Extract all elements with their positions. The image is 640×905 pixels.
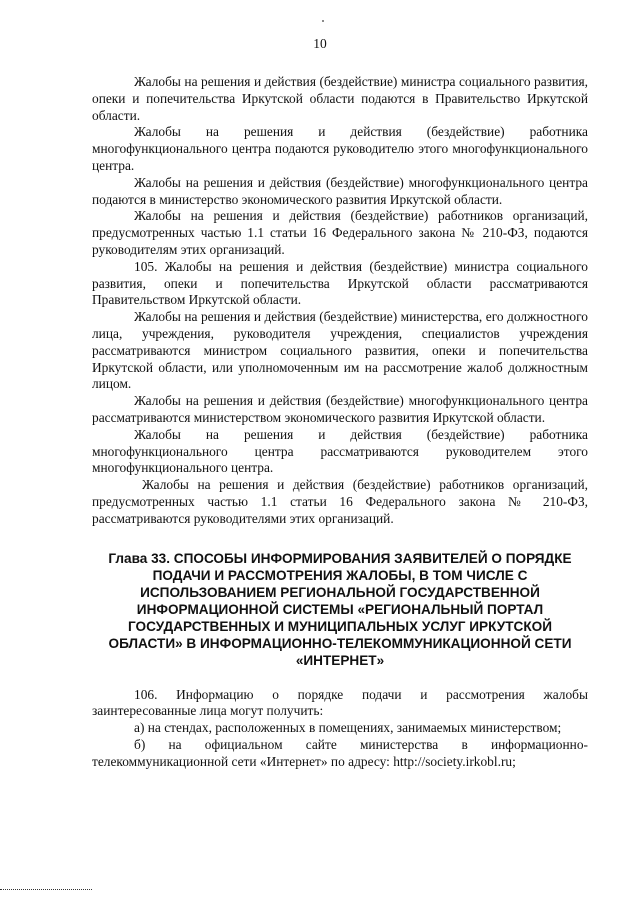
paragraph-105: 105. Жалобы на решения и действия (бездействие) министра социального развития, опеки и попечительства Иркутской области рассматриваются Правительством Иркутской области. <box>92 258 588 308</box>
footer-divider <box>0 889 92 890</box>
page-content <box>92 74 588 771</box>
paragraph: Жалобы на решения и действия (бездействие) работников организаций, предусмотренных частью 1.1 статьи 16 Федерального закона № 210-ФЗ, подаются руководителям этих организаций. <box>92 208 588 257</box>
paragraph: Жалобы на решения и действия (бездействие) работника многофункционального центра подаются руководителю этого многофункционального центра. <box>92 124 588 173</box>
scan-dot-mark <box>322 20 324 22</box>
chapter-title: Глава 33. СПОСОБЫ ИНФОРМИРОВАНИЯ ЗАЯВИТЕЛЕЙ О ПОРЯДКЕ ПОДАЧИ И РАССМОТРЕНИЯ ЖАЛОБЫ, В ТОМ ЧИСЛЕ С ИСПОЛЬЗОВАНИЕМ РЕГИОНАЛЬНОЙ ГОСУДАРСТВЕННОЙ ИНФОРМАЦИОННОЙ СИСТЕМЫ «РЕГИОНАЛЬНЫЙ ПОРТАЛ ГОСУДАРСТВЕННЫХ И МУНИЦИПАЛЬНЫХ УСЛУГ ИРКУТСКОЙ ОБЛАСТИ» В ИНФОРМАЦИОННО-ТЕЛЕКОММУНИКАЦИОННОЙ СЕТИ «ИНТЕРНЕТ» <box>108 550 572 668</box>
paragraph: Жалобы на решения и действия (бездействие) многофункционального центра подаются в министерство экономического развития Иркутской области. <box>92 174 588 207</box>
list-item-b: б) на официальном сайте министерства в информационно-телекоммуникационной сети «Интернет» по адресу: http://society.irkobl.ru; <box>92 736 588 769</box>
paragraph-106: 106. Информацию о порядке подачи и рассмотрения жалобы заинтересованные лица могут получить: <box>92 686 588 719</box>
paragraph: Жалобы на решения и действия (бездействие) многофункционального центра рассматриваются министерством экономического развития Иркутской области. <box>92 393 588 425</box>
list-item-a: а) на стендах, расположенных в помещениях, занимаемых министерством; <box>134 720 562 736</box>
paragraph: Жалобы на решения и действия (бездействие) работников организаций, предусмотренных частью 1.1 статьи 16 Федерального закона № 210-ФЗ, рассматриваются руководителями этих организаций. <box>92 477 588 526</box>
paragraph: Жалобы на решения и действия (бездействие) работника многофункционального центра рассматриваются руководителем этого многофункционального центра. <box>92 426 588 476</box>
page-number: 10 <box>313 36 327 51</box>
paragraph: Жалобы на решения и действия (бездействие) министра социального развития, опеки и попечительства Иркутской области подаются в Правительство Иркутской области. <box>92 74 588 123</box>
paragraph: Жалобы на решения и действия (бездействие) министерства, его должностного лица, учреждения, руководителя учреждения, специалистов учреждения рассматриваются министром социального развития, опеки и попечительства Иркутской области, или уполномоченным им на рассмотрение жалоб должностным лицом. <box>92 309 588 392</box>
